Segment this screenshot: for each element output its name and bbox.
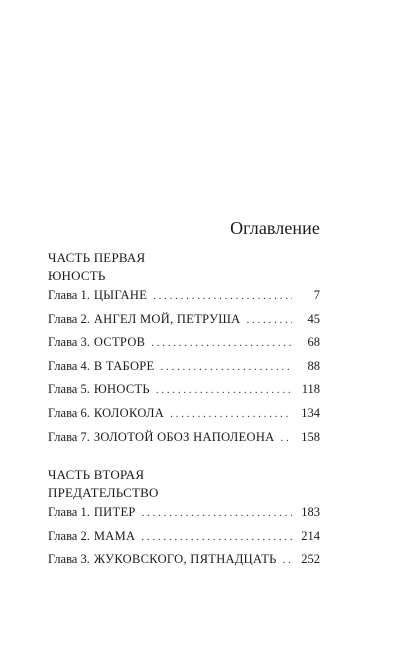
part-label: ЧАСТЬ ПЕРВАЯ <box>48 250 146 265</box>
page-number: 88 <box>307 358 320 373</box>
part-title: ПРЕДАТЕЛЬСТВО <box>48 485 159 500</box>
toc-entry[interactable] <box>48 382 320 406</box>
part-heading <box>48 466 328 502</box>
toc-entry[interactable] <box>48 335 320 359</box>
chapter-title: ЗОЛОТОЙ ОБОЗ НАПОЛЕОНА <box>93 429 275 444</box>
chapter-title: ПИТЕР <box>93 505 136 519</box>
chapter-title: АНГЕЛ МОЙ, ПЕТРУША <box>93 311 241 326</box>
chapter-number: Глава 1. <box>48 505 90 519</box>
dot-leader <box>156 384 292 396</box>
dot-leader <box>141 531 292 543</box>
chapter-title: ЦЫГАНЕ <box>93 288 148 302</box>
chapter-list <box>48 505 320 576</box>
dot-leader <box>170 408 292 420</box>
chapter-title: В ТАБОРЕ <box>93 358 155 373</box>
page-number: 214 <box>301 528 320 543</box>
toc-entry[interactable] <box>48 288 320 312</box>
toc-title: Оглавление <box>230 218 320 238</box>
dot-leader <box>246 314 292 326</box>
chapter-number: Глава 2. <box>48 311 90 326</box>
chapter-number: Глава 4. <box>48 358 90 373</box>
toc-entry[interactable] <box>48 430 320 454</box>
chapter-title: МАМА <box>93 528 136 543</box>
page-number: 45 <box>307 311 320 326</box>
part-heading <box>48 249 328 285</box>
dot-leader <box>153 290 292 302</box>
chapter-number: Глава 5. <box>48 382 90 397</box>
toc-entry[interactable] <box>48 359 320 383</box>
toc-entry[interactable] <box>48 406 320 430</box>
dot-leader <box>151 337 292 349</box>
chapter-number: Глава 2. <box>48 528 90 543</box>
dot-leader <box>283 554 292 566</box>
dot-leader <box>142 507 292 519</box>
page-number: 134 <box>301 405 320 420</box>
toc-entry[interactable] <box>48 552 320 576</box>
chapter-list <box>48 288 320 453</box>
chapter-number: Глава 7. <box>48 429 90 444</box>
dot-leader <box>281 432 293 444</box>
chapter-number: Глава 3. <box>48 335 90 350</box>
page-number: 183 <box>301 505 320 519</box>
toc-entry[interactable] <box>48 529 320 553</box>
part-label: ЧАСТЬ ВТОРАЯ <box>48 467 145 482</box>
part-title: ЮНОСТЬ <box>48 268 106 283</box>
page-number: 118 <box>301 382 320 397</box>
page-number: 158 <box>301 429 320 444</box>
chapter-title: КОЛОКОЛА <box>93 405 165 420</box>
page-number: 7 <box>313 288 320 302</box>
page-number: 68 <box>307 335 320 350</box>
chapter-number: Глава 1. <box>48 288 90 302</box>
chapter-number: Глава 6. <box>48 405 90 420</box>
chapter-title: ЖУКОВСКОГО, ПЯТНАДЦАТЬ <box>93 552 277 567</box>
toc-entry[interactable] <box>48 312 320 336</box>
dot-leader <box>160 361 292 373</box>
chapter-title: ЮНОСТЬ <box>93 382 150 397</box>
chapter-title: ОСТРОВ <box>93 335 146 350</box>
page-number: 252 <box>301 552 320 567</box>
chapter-number: Глава 3. <box>48 552 90 567</box>
toc-entry[interactable] <box>48 505 320 529</box>
